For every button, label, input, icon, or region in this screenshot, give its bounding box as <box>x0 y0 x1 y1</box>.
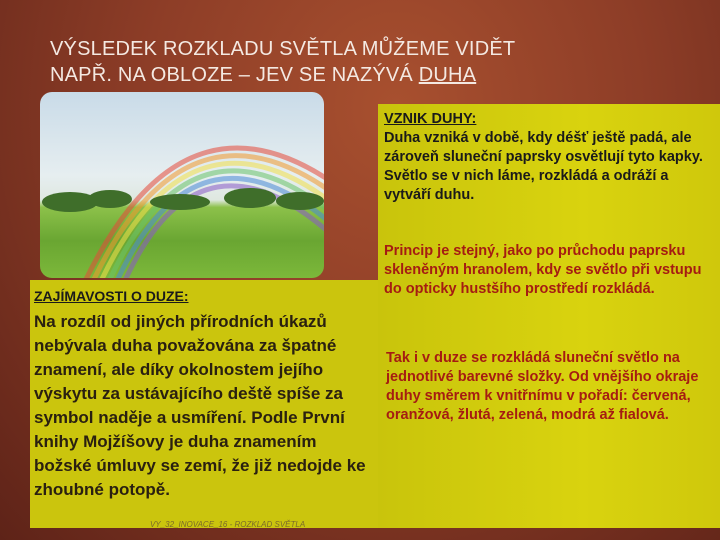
color-order-paragraph: Tak i v duze se rozkládá sluneční světlo na jednotlivé barevné složky. Od vnějšího okraje duhy směrem k vnitřnímu v pořadí: červená, oranžová, žlutá, zelená, modrá až fialová. <box>386 350 699 423</box>
title-emphasis: DUHA <box>418 64 477 86</box>
rainbow-origin-body: Duha vzniká v době, kdy déšť ještě padá, ale zároveň sluneční paprsky osvětlují tyto kapky. Světlo se v nich láme, rozkládá a odráží a vytváří duhu. <box>384 130 703 203</box>
rainbow-origin-text <box>384 110 716 205</box>
footer-label: VY_32_INOVACE_16 - ROZKLAD SVĚTLA <box>150 520 306 529</box>
slide-title <box>50 36 670 88</box>
rainbow-photo <box>40 92 324 278</box>
title-line-2-prefix: NAPŘ. NA OBLOZE – JEV SE NAZÝVÁ <box>50 64 419 86</box>
rainbow-landscape-icon <box>40 92 324 278</box>
facts-body: Na rozdíl od jiných přírodních úkazů nebývala duha považována za špatné znamení, ale díky okolnostem jejího výskytu za ustávajícího deště spíše za symbol naděje a usmíření. Podle První knihy Mojžíšovy je duha znamením božské úmluvy se zemí, že již nedojde ke zhoubné potopě. <box>34 312 366 499</box>
principle-paragraph: Princip je stejný, jako po průchodu paprsku skleněným hranolem, kdy se světlo při vstupu do opticky hustšího prostředí rozkládá. <box>384 243 702 297</box>
title-line-1: VÝSLEDEK ROZKLADU SVĚTLA MŮŽEME VIDĚT <box>50 38 516 60</box>
title-line-2 <box>50 62 670 88</box>
rainbow-origin-heading: VZNIK DUHY: <box>384 111 477 127</box>
facts-heading: ZAJÍMAVOSTI O DUZE: <box>34 288 189 304</box>
